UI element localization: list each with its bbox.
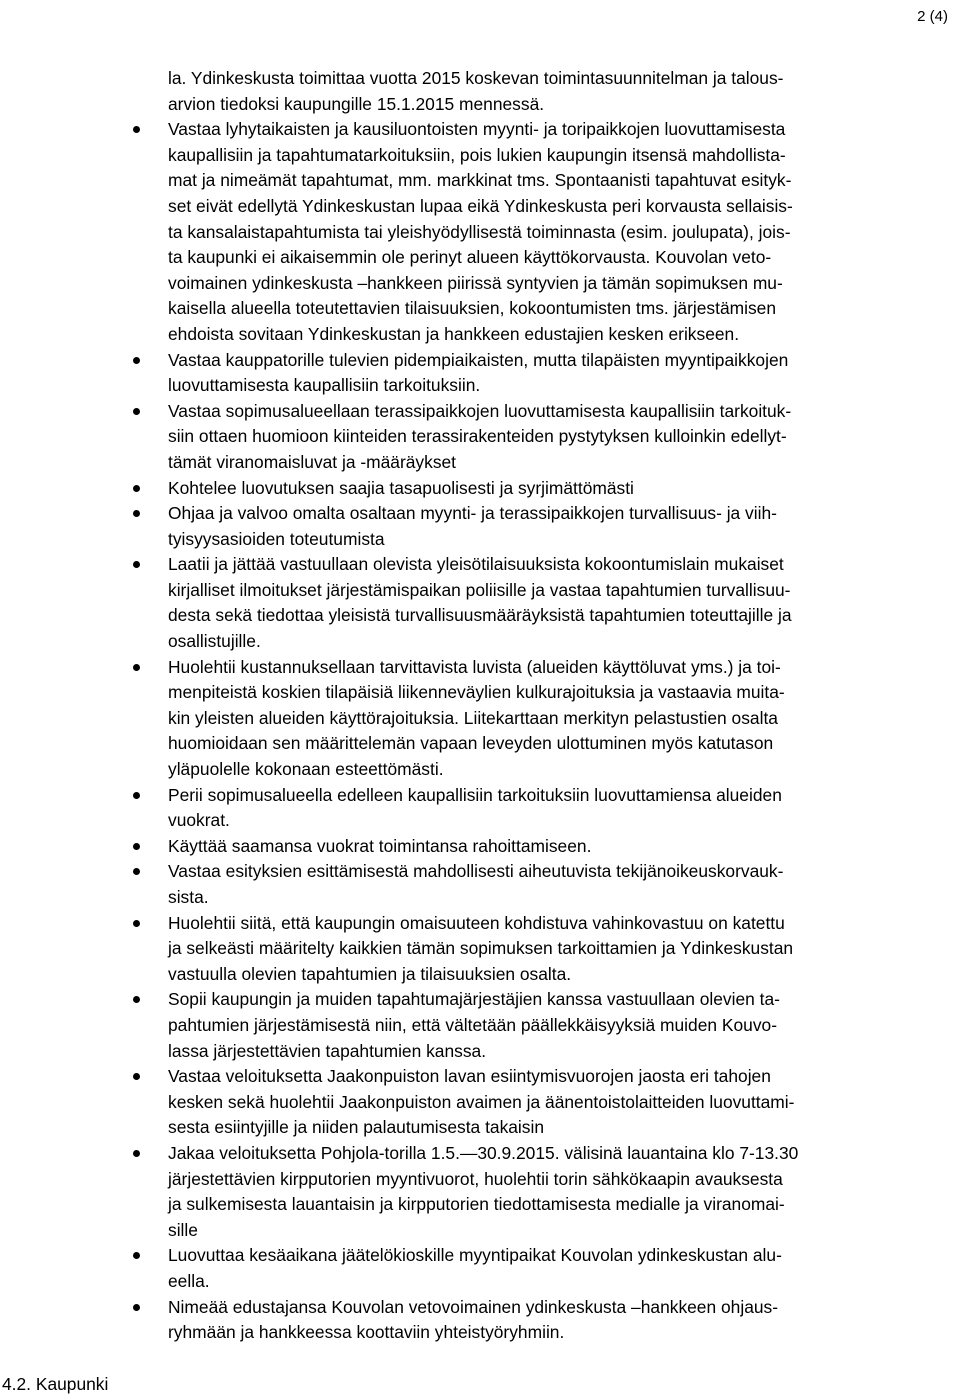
text-line: ja selkeästi määritelty kaikkien tämän sopimuksen tarkoittamien ja Ydinkeskustan [168, 938, 794, 959]
list-item [168, 655, 956, 783]
section-heading: 4.2. Kaupunki [2, 1374, 109, 1394]
text-line: sesta esiintyjille ja niiden palautumisesta takaisin [168, 1117, 545, 1138]
text-line: Vastaa veloituksetta Jaakonpuiston lavan esiintymisvuorojen jaosta eri tahojen [168, 1066, 771, 1087]
text-line: Vastaa kauppatorille tulevien pidempiaikaisten, mutta tilapäisten myyntipaikkojen [168, 349, 789, 370]
text-line: pahtumien järjestämisestä niin, että vältetään päällekkäisyyksiä muiden Kouvo- [168, 1014, 777, 1035]
text-line: ryhmään ja hankkeessa koottaviin yhteistyöryhmiin. [168, 1322, 565, 1343]
text-line: lassa järjestettävien tapahtumien kanssa. [168, 1040, 487, 1061]
text-line: eella. [168, 1270, 210, 1291]
text-line: vuokrat. [168, 810, 230, 831]
bullet-icon [133, 510, 140, 517]
bullet-icon [133, 1150, 140, 1157]
text-line: arvion tiedoksi kaupungille 15.1.2015 mennessä. [168, 93, 545, 114]
bullet-icon [133, 843, 140, 850]
text-line: Vastaa lyhytaikaisten ja kausiluontoisten myynti- ja toripaikkojen luovuttamisesta [168, 119, 786, 140]
list-item [168, 1243, 956, 1294]
list-item [168, 911, 956, 988]
intro-paragraph [168, 66, 956, 117]
bullet-icon [133, 1304, 140, 1311]
text-line: kin yleisten alueiden käyttörajoituksia. Liitekarttaan merkityn pelastustien osalta [168, 707, 778, 728]
bullet-icon [133, 1073, 140, 1080]
text-line: Jakaa veloituksetta Pohjola-torilla 1.5.—30.9.2015. välisinä lauantaina klo 7-13.30 [168, 1142, 799, 1163]
page-number: 2 (4) [917, 8, 948, 25]
text-line: kaupallisiin ja tapahtumatarkoituksiin, pois lukien kaupungin itsensä mahdollista- [168, 144, 786, 165]
text-line: Sopii kaupungin ja muiden tapahtumajärjestäjien kanssa vastuullaan olevien ta- [168, 989, 780, 1010]
text-line: kirjalliset ilmoitukset järjestämispaikan poliisille ja vastaa tapahtumien turvallisuu- [168, 579, 791, 600]
text-line: vastuulla olevien tapahtumien ja tilaisuuksien osalta. [168, 963, 572, 984]
text-line: Huolehtii siitä, että kaupungin omaisuuteen kohdistuva vahinkovastuu on katettu [168, 912, 785, 933]
bullet-icon [133, 561, 140, 568]
text-line: luovuttamisesta kaupallisiin tarkoituksiin. [168, 375, 481, 396]
text-line: järjestettävien kirpputorien myyntivuorot, huolehtii torin sähkökaapin avauksesta [168, 1168, 783, 1189]
text-line: siin ottaen huomioon kiinteiden terassirakenteiden pystytyksen kulloinkin edellyt- [168, 426, 787, 447]
list-item [168, 476, 956, 502]
text-line: mat ja nimeämät tapahtumat, mm. markkinat tms. Spontaanisti tapahtuvat esityk- [168, 170, 792, 191]
list-item [168, 859, 956, 910]
text-line: voimainen ydinkeskusta –hankkeen piirissä syntyvien ja tämän sopimuksen mu- [168, 272, 783, 293]
text-line: yläpuolelle kokonaan esteettömästi. [168, 759, 444, 780]
bullet-icon [133, 920, 140, 927]
bullet-list [168, 117, 956, 1346]
bullet-icon [133, 357, 140, 364]
text-line: ehdoista sovitaan Ydinkeskustan ja hankkeen edustajien kesken erikseen. [168, 323, 740, 344]
text-line: Vastaa esityksien esittämisestä mahdollisesti aiheutuvista tekijänoikeuskorvauk- [168, 861, 784, 882]
text-line: Nimeää edustajansa Kouvolan vetovoimainen ydinkeskusta –hankkeen ohjaus- [168, 1296, 779, 1317]
list-item [168, 117, 956, 347]
text-line: Laatii ja jättää vastuullaan olevista yleisötilaisuuksista kokoontumislain mukaiset [168, 554, 784, 575]
text-line: Käyttää saamansa vuokrat toimintansa rahoittamiseen. [168, 835, 592, 856]
bullet-icon [133, 868, 140, 875]
bullet-icon [133, 485, 140, 492]
bullet-icon [133, 1252, 140, 1259]
text-line: Perii sopimusalueella edelleen kaupallisiin tarkoituksiin luovuttamiensa alueiden [168, 784, 782, 805]
list-item [168, 834, 956, 860]
text-line: ta kaupunki ei aikaisemmin ole perinyt alueen käyttökorvausta. Kouvolan veto- [168, 247, 772, 268]
text-line: Kohtelee luovutuksen saajia tasapuolisesti ja syrjimättömästi [168, 477, 634, 498]
text-line: ta kansalaistapahtumista tai yleishyödyllisestä toiminnasta (esim. joulupata), jois- [168, 221, 791, 242]
text-line: menpiteistä koskien tilapäisiä liikenneväylien kulkurajoituksia ja vastaavia muita- [168, 682, 785, 703]
list-item [168, 552, 956, 654]
list-item [168, 783, 956, 834]
text-line: sista. [168, 887, 209, 907]
list-item [168, 1141, 956, 1243]
text-line: Ohjaa ja valvoo omalta osaltaan myynti- ja terassipaikkojen turvallisuus- ja viih- [168, 503, 777, 524]
text-line: desta sekä tiedottaa yleisistä turvallisuusmääräyksistä tapahtumien toteuttajille ja [168, 605, 792, 626]
list-item [168, 1064, 956, 1141]
bullet-icon [133, 408, 140, 415]
bullet-icon [133, 996, 140, 1003]
text-line: tyisyysasioiden toteutumista [168, 528, 385, 549]
list-item [168, 399, 956, 476]
text-line: kaisella alueella toteutettavien tilaisuuksien, kokoontumisten tms. järjestämisen [168, 298, 777, 319]
text-line: ja sulkemisesta lauantaisin ja kirpputorien tiedottamisesta medialle ja viranomai- [168, 1194, 785, 1215]
list-item [168, 987, 956, 1064]
list-item [168, 501, 956, 552]
list-item [168, 1295, 956, 1346]
bullet-icon [133, 126, 140, 133]
text-line: Vastaa sopimusalueellaan terassipaikkojen luovuttamisesta kaupallisiin tarkoituk- [168, 400, 792, 421]
text-line: huomioidaan sen määrittelemän vapaan leveyden ulottuminen myös katutason [168, 733, 774, 754]
text-line: sille [168, 1219, 198, 1240]
bullet-icon [133, 664, 140, 671]
text-line: osallistujille. [168, 631, 261, 652]
document-body [168, 66, 956, 1346]
list-item [168, 348, 956, 399]
text-line: Huolehtii kustannuksellaan tarvittavista luvista (alueiden käyttöluvat yms.) ja toi- [168, 656, 781, 677]
text-line: Luovuttaa kesäaikana jäätelökioskille myyntipaikat Kouvolan ydinkeskustan alu- [168, 1245, 782, 1266]
text-line: set eivät edellytä Ydinkeskustan lupaa eikä Ydinkeskusta peri korvausta sellaisis- [168, 195, 793, 216]
bullet-icon [133, 792, 140, 799]
text-line: la. Ydinkeskusta toimittaa vuotta 2015 koskevan toimintasuunnitelman ja talous- [168, 68, 784, 88]
text-line: tämät viranomaisluvat ja -määräykset [168, 451, 457, 472]
text-line: kesken sekä huolehtii Jaakonpuiston avaimen ja äänentoistolaitteiden luovuttami- [168, 1091, 795, 1112]
